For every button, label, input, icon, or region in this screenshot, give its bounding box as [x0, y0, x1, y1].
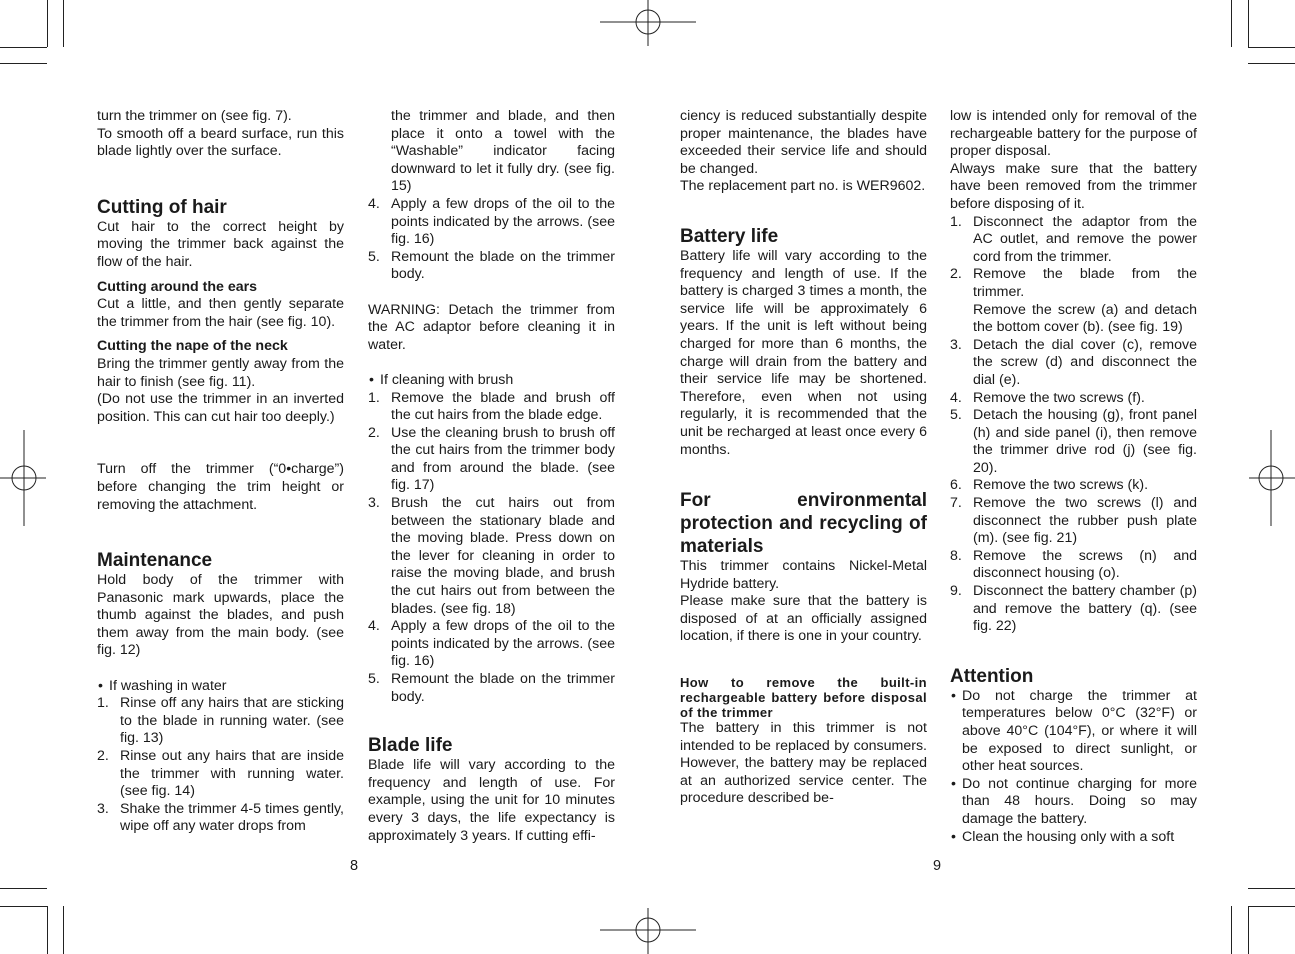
- turn-off-text: Turn off the trimmer (“0•charge”) before changing the trim height or removing the attachment.: [97, 461, 344, 513]
- battery-removal-heading: How to remove the built-in rechargeable battery before disposal of the trimmer: [680, 675, 927, 721]
- intro-paragraph: To smooth off a beard surface, run this blade lightly over the surface.: [97, 125, 344, 160]
- ears-heading: Cutting around the ears: [97, 278, 258, 295]
- replacement-part-text: The replacement part no. is WER9602.: [680, 178, 926, 195]
- attention-list: [950, 688, 1197, 846]
- crop-mark: [1231, 906, 1232, 954]
- nape-heading: Cutting the nape of the neck: [97, 338, 288, 355]
- removal-steps: [950, 214, 1197, 636]
- battery-removal-note: Always make sure that the battery have been removed from the trimmer before disposing of it.: [950, 160, 1197, 212]
- nape-note: (Do not use the trimmer in an inverted position. This can cut hair too deeply.): [97, 391, 344, 425]
- brush-steps: [368, 390, 615, 707]
- registration-mark-bottom: [598, 906, 698, 954]
- list-item: 2. Rinse out any hairs that are inside the trimmer with running water. (see fig. 14): [97, 748, 344, 800]
- crop-mark: [0, 888, 47, 889]
- list-item: 3. Shake the trimmer 4-5 times gently, wipe off any water drops from: [97, 800, 344, 835]
- crop-mark: [47, 0, 48, 47]
- registration-mark-left: [0, 428, 48, 528]
- battery-removal-text: The battery in this trimmer is not intended to be replaced by consumers. However, the battery may be replaced at an authorized service center. The procedure described be-: [680, 720, 927, 807]
- list-item: 3. Detach the dial cover (c), remove the screw (d) and disconnect the dial (e).: [950, 336, 1197, 388]
- crop-mark: [1248, 906, 1249, 954]
- warning-text: WARNING: Detach the trimmer from the AC adaptor before cleaning it in water.: [368, 301, 615, 353]
- crop-mark: [0, 47, 47, 48]
- list-item: 1. Rinse off any hairs that are sticking to the blade in running water. (see fig. 13): [97, 695, 344, 747]
- registration-mark-right: [1247, 428, 1295, 528]
- crop-mark: [1248, 906, 1295, 907]
- washing-steps-continued: [368, 196, 615, 284]
- battery-removal-continued: low is intended only for removal of the rechargeable battery for the purpose of proper disposal.: [950, 108, 1197, 160]
- crop-mark: [1248, 0, 1249, 47]
- maintenance-text: Hold body of the trimmer with Panasonic mark upwards, place the thumb against the blades, and push them away from the main body. (see fig. 12): [97, 572, 344, 659]
- list-item: 8. Remove the screws (n) and disconnect housing (o).: [950, 547, 1197, 582]
- crop-mark: [63, 906, 64, 954]
- list-item: 3. Brush the cut hairs out from between the stationary blade and the moving blade. Press down on the lever for cleaning in order to raise the moving blade, and brush the cut hairs out from between the blades. (see fig. 18): [368, 495, 615, 617]
- list-item: 1. Disconnect the adaptor from the AC outlet, and remove the power cord from the trimmer.: [950, 213, 1197, 265]
- environment-heading: For environmental protection and recycling of materials: [680, 490, 927, 558]
- crop-mark: [0, 63, 47, 64]
- blade-life-text: Blade life will vary according to the frequency and length of use. For example, using the unit for 10 minutes every 3 days, the life expectancy is approximately 3 years. If cutting effi-: [368, 757, 615, 844]
- list-item: 2. Remove the blade from the trimmer. Remove the screw (a) and detach the bottom cover (b). (see fig. 19): [950, 266, 1197, 336]
- column-4: [950, 108, 1197, 846]
- ears-text: Cut a little, and then gently separate the trimmer from the hair (see fig. 10).: [97, 296, 344, 330]
- crop-mark: [47, 906, 48, 954]
- registration-mark-top: [598, 0, 698, 48]
- list-item: 4. Apply a few drops of the oil to the points indicated by the arrows. (see fig. 16): [368, 195, 615, 248]
- page-number-right: 9: [933, 858, 942, 874]
- crop-mark: [1248, 47, 1295, 48]
- crop-mark: [1231, 0, 1232, 47]
- list-item: • Do not charge the trimmer at temperatures below 0°C (32°F) or above 40°C (104°F), or where it will be exposed to direct sunlight, or other heat sources.: [950, 688, 1197, 776]
- crop-mark: [0, 906, 47, 907]
- blade-life-continued: ciency is reduced substantially despite proper maintenance, the blades have exceeded their service life and should be changed.: [680, 108, 927, 177]
- battery-life-text: Battery life will vary according to the frequency and length of use. If the battery is charged 3 times a month, the service life will be approximately 6 years. If the unit is left without being charged for more than 6 months, the charge will drain from the battery and their service life may be shortened. Therefore, even when not using regularly, it is recommended that the unit be recharged at least once every 6 months.: [680, 247, 927, 458]
- column-3: [680, 108, 927, 808]
- list-item: 2. Use the cleaning brush to brush off the cut hairs from the trimmer body and from around the blade. (see fig. 17): [368, 424, 615, 494]
- environment-disposal-text: Please make sure that the battery is disposed of at an officially assigned location, if there is one in your country.: [680, 593, 927, 645]
- maintenance-heading: Maintenance: [97, 550, 213, 572]
- washing-steps: [97, 695, 344, 836]
- list-item: 5. Remount the blade on the trimmer body.: [368, 671, 615, 705]
- environment-text: This trimmer contains Nickel-Metal Hydride battery.: [680, 558, 927, 592]
- battery-life-heading: Battery life: [680, 225, 779, 247]
- list-item: 5. Detach the housing (g), front panel (h) and side panel (i), then remove the trimmer drive rod (j) (see fig. 20).: [950, 407, 1197, 476]
- page-number-left: 8: [350, 858, 359, 874]
- list-item: 6. Remove the two screws (k).: [950, 477, 1149, 494]
- washing-bullet: • If washing in water: [97, 678, 344, 696]
- list-item: • Clean the housing only with a soft: [950, 829, 1197, 847]
- column-1: [97, 108, 344, 836]
- intro-line: turn the trimmer on (see fig. 7).: [97, 108, 292, 124]
- crop-mark: [1248, 888, 1295, 889]
- crop-mark: [1248, 63, 1295, 64]
- list-item: 7. Remove the two screws (l) and disconnect the rubber push plate (m). (see fig. 21): [950, 495, 1197, 547]
- washing-step-continued: the trimmer and blade, and then place it onto a towel with the “Washable” indicator facing downward to let it fully dry. (see fig. 15): [391, 108, 615, 195]
- step-sub-text: Remove the screw (a) and detach the bottom cover (b). (see fig. 19): [973, 301, 1197, 336]
- list-item: 9. Disconnect the battery chamber (p) and remove the battery (q). (see fig. 22): [950, 583, 1197, 635]
- list-item: 5. Remount the blade on the trimmer body.: [368, 248, 615, 283]
- brush-bullet: • If cleaning with brush: [368, 372, 615, 390]
- attention-heading: Attention: [950, 665, 1034, 687]
- list-item: 4. Apply a few drops of the oil to the points indicated by the arrows. (see fig. 16): [368, 618, 615, 670]
- cutting-hair-heading: Cutting of hair: [97, 196, 227, 218]
- list-item: 4. Remove the two screws (f).: [950, 389, 1145, 406]
- column-2: [368, 108, 615, 845]
- list-item: • Do not continue charging for more than 48 hours. Doing so may damage the battery.: [950, 776, 1197, 829]
- cutting-hair-text: Cut hair to the correct height by moving the trimmer back against the flow of the hair.: [97, 218, 344, 270]
- nape-text: Bring the trimmer gently away from the hair to finish (see fig. 11).: [97, 355, 344, 390]
- blade-life-heading: Blade life: [368, 735, 453, 757]
- crop-mark: [63, 0, 64, 47]
- list-item: 1. Remove the blade and brush off the cut hairs from the blade edge.: [368, 389, 615, 424]
